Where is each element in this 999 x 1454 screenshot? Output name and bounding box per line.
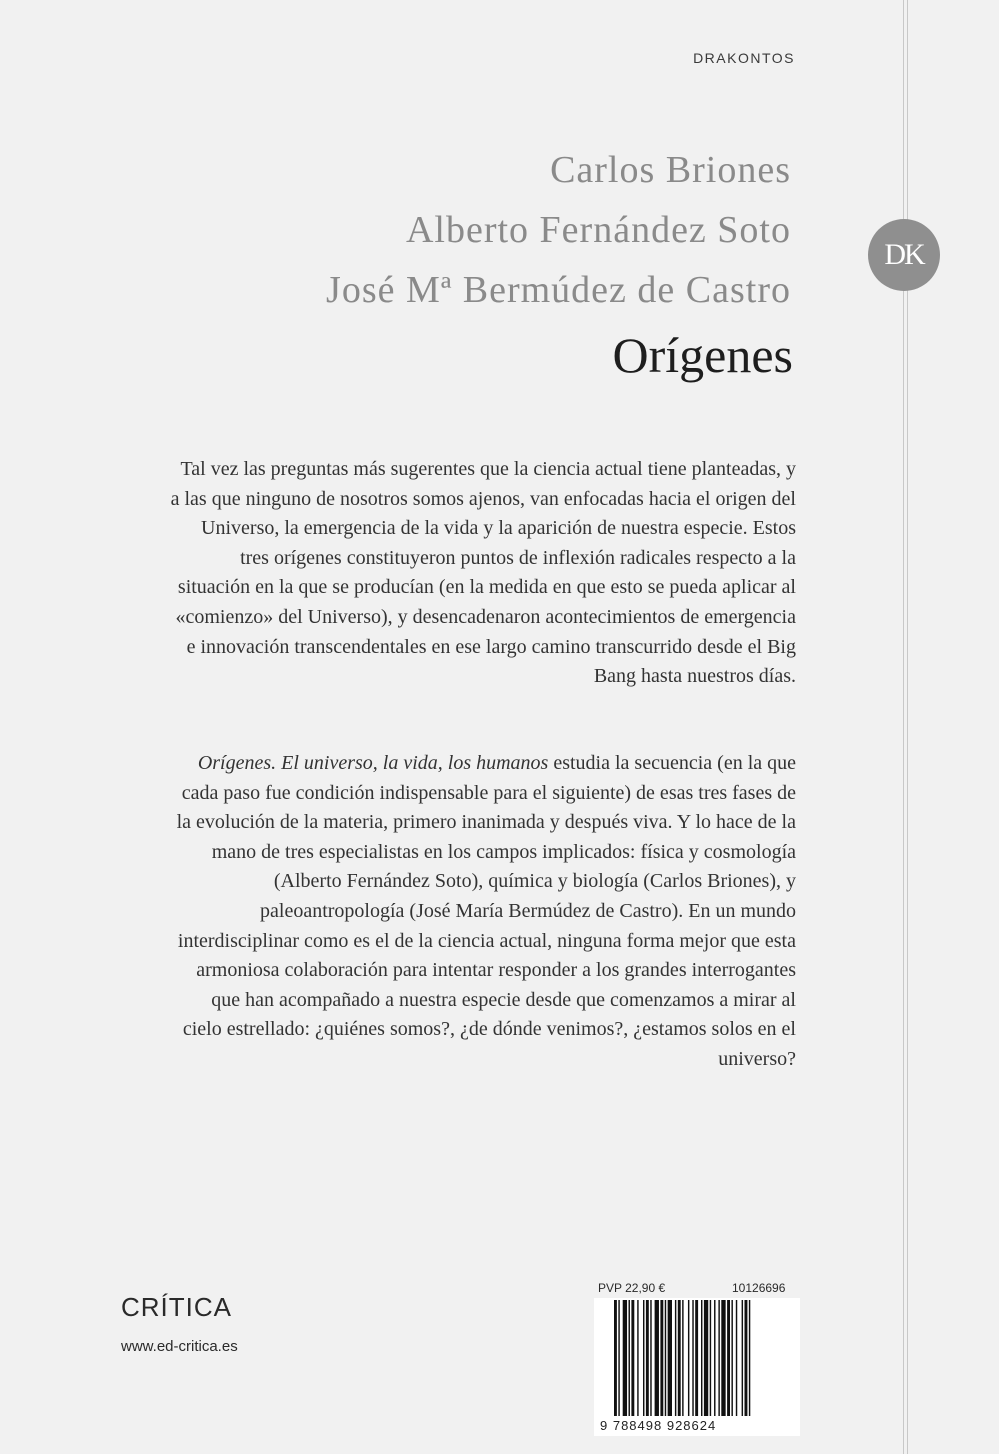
series-name: DRAKONTOS bbox=[693, 50, 795, 66]
product-code: 10126696 bbox=[732, 1281, 786, 1295]
spine-line bbox=[907, 0, 908, 1454]
blurb-paragraph-1 bbox=[170, 455, 796, 692]
book-title: Orígenes bbox=[612, 327, 793, 383]
publisher-logo: CRÍTICA bbox=[121, 1292, 232, 1322]
author-name: Carlos Briones bbox=[550, 149, 791, 191]
blurb-text bbox=[170, 749, 796, 1075]
blurb-text: Tal vez las preguntas más sugerentes que la ciencia actual tiene planteadas, y a las que ninguno de nosotros somos ajenos, van enfocadas hacia el origen del Universo, la emergencia de la vida y la aparición de nuestra especie. Estos tres orígenes constituyeron puntos de inflexión radicales respecto a la situación en la que se producían (en la medida en que esto se pueda aplicar al «comienzo» del Universo), y desencadenaron acontecimientos de emergencia e innovación transcendentales en ese largo camino transcurrido desde el Big Bang hasta nuestros días. bbox=[170, 458, 796, 688]
blurb-paragraph-2 bbox=[170, 749, 796, 1075]
price-label: PVP 22,90 € bbox=[598, 1281, 666, 1295]
author-name: Alberto Fernández Soto bbox=[405, 209, 791, 251]
blurb-text-rest: estudia la secuencia (en la que cada paso fue condición indispensable para el siguiente) de esas tres fases de la evolución de la materia, primero inanimada y después viva. Y lo hace de la mano de tres especialistas en los campos implicados: física y cosmología (Alberto Fernández Soto), química y biología (Carlos Briones), y paleoantropología (José María Bermúdez de Castro). En un mundo interdisciplinar como es el de la ciencia actual, ninguna forma mejor que esta armoniosa colaboración para intentar responder a los grandes interrogantes que han acompañado a nuestra especie desde que comenzamos a mirar al cielo estrellado: ¿quiénes somos?, ¿de dónde venimos?, ¿estamos solos en el universo? bbox=[176, 752, 796, 1070]
author-list bbox=[326, 140, 791, 320]
barcode-icon bbox=[614, 1300, 794, 1416]
author-name: José Mª Bermúdez de Castro bbox=[326, 269, 791, 311]
isbn-number: 9 788498 928624 bbox=[600, 1418, 717, 1433]
dk-logo-text: DK bbox=[884, 238, 924, 271]
blurb-italic-title: Orígenes. El universo, la vida, los humanos bbox=[197, 752, 549, 774]
dk-logo-badge bbox=[868, 219, 940, 291]
publisher-website: www.ed-critica.es bbox=[121, 1338, 238, 1355]
